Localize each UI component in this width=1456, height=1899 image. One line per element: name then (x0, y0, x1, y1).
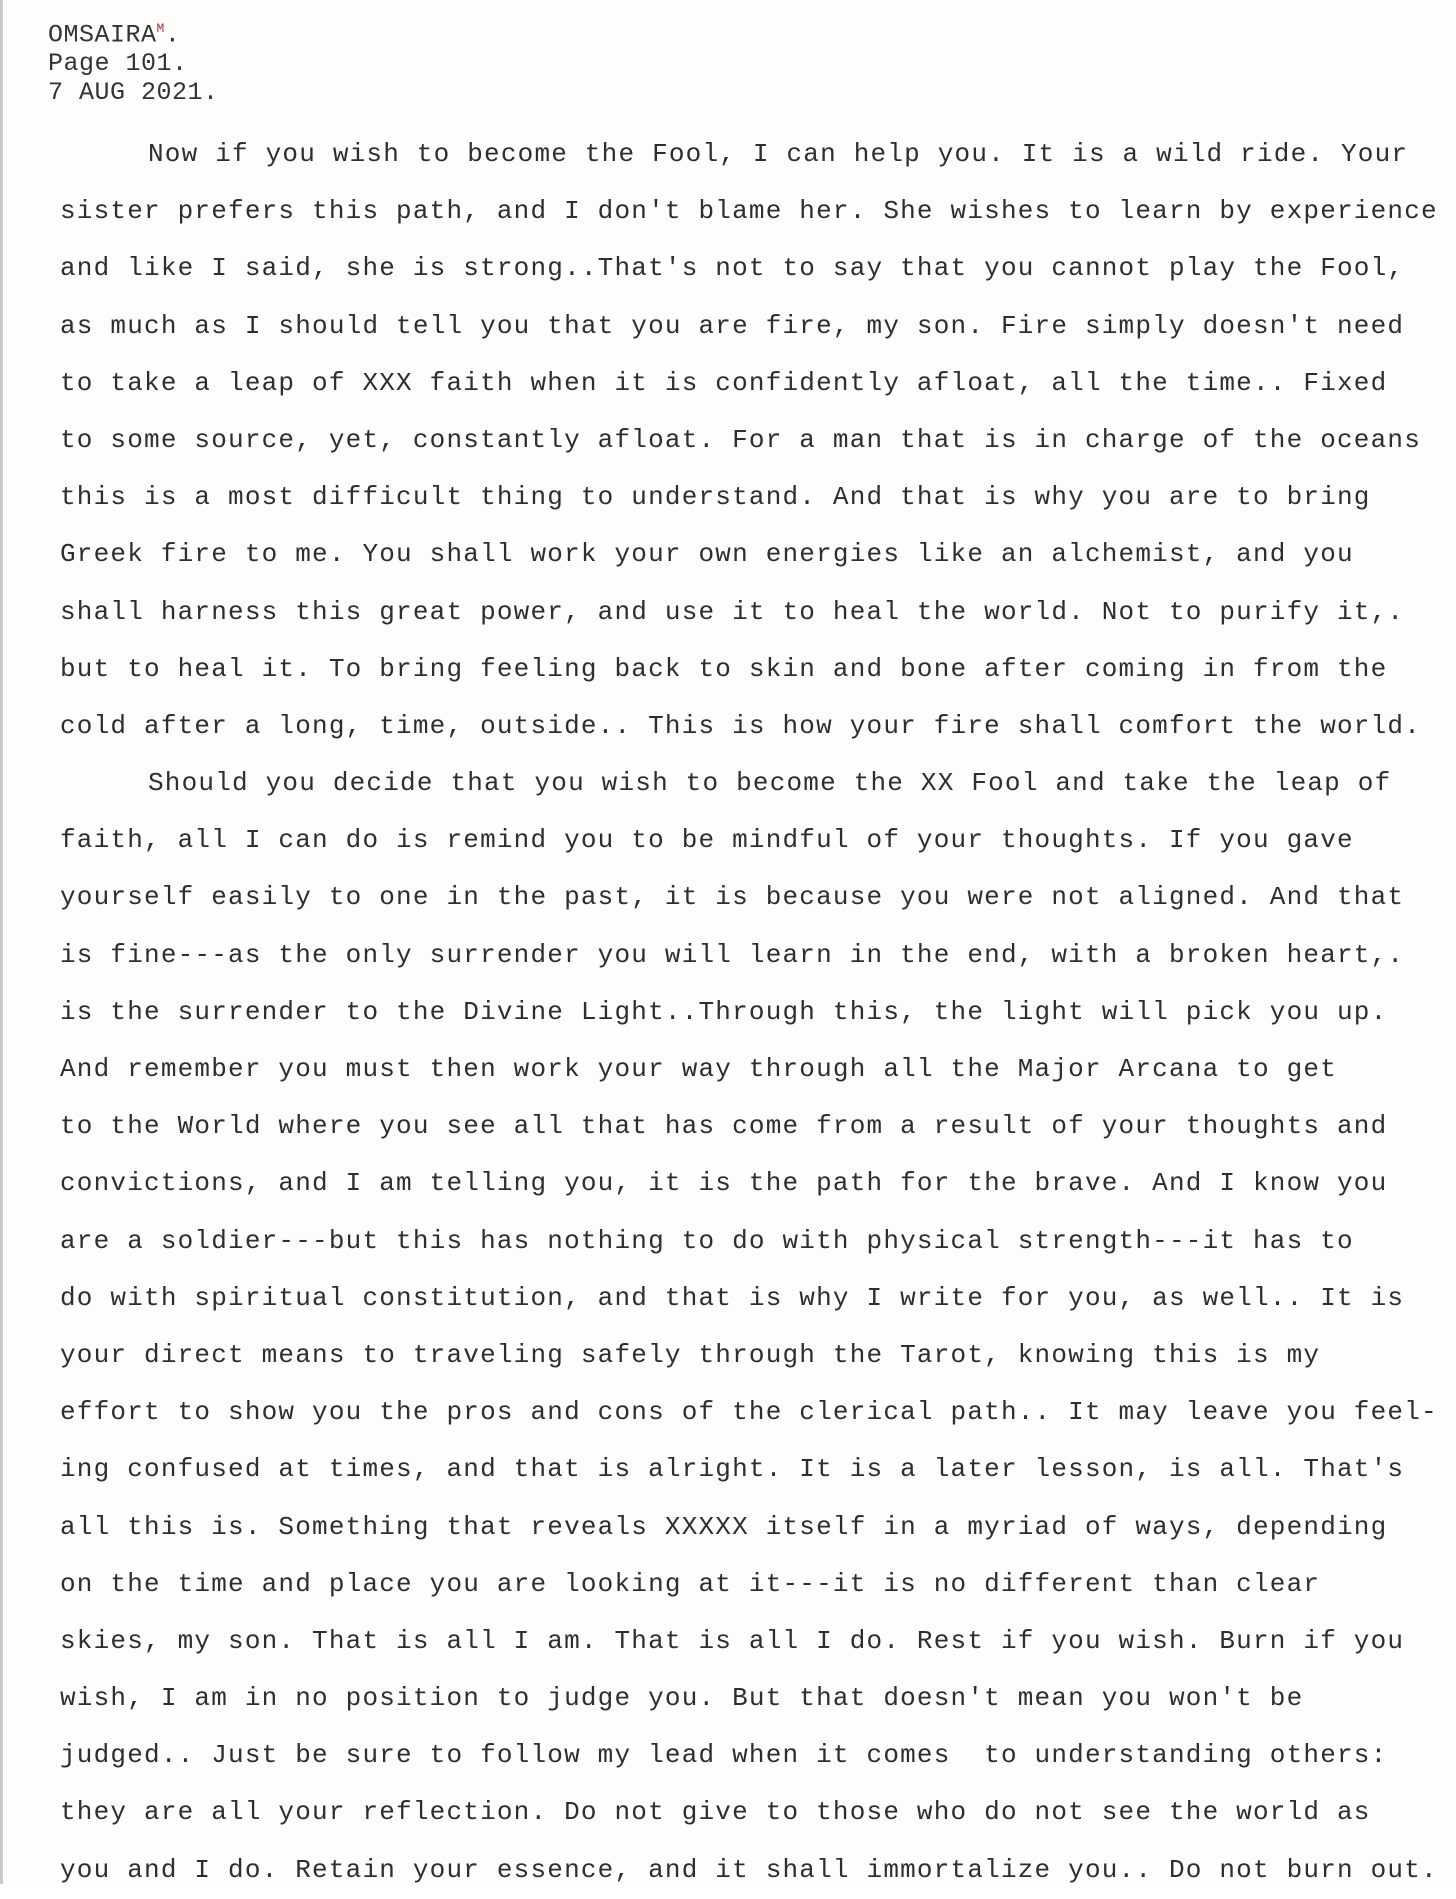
body-line-31: you and I do. Retain your essence, and it shall immortalize you.. Do not burn out. (60, 1854, 1438, 1885)
body-line-1: Now if you wish to become the Fool, I can help you. It is a wild ride. Your (148, 139, 1409, 169)
body-line-29: judged.. Just be sure to follow my lead when it comes to understanding others: (60, 1740, 1388, 1771)
body-line-25: all this is. Something that reveals XXXXX itself in a myriad of ways, depending (60, 1511, 1388, 1542)
body-line-4: as much as I should tell you that you are fire, my son. Fire simply doesn't need (60, 310, 1405, 341)
body-line-7: this is a most difficult thing to understand. And that is why you are to bring (60, 482, 1371, 513)
body-line-17: And remember you must then work your way through all the Major Arcana to get (60, 1054, 1337, 1084)
body-line-12: Should you decide that you wish to become the XX Fool and take the leap of (148, 768, 1392, 799)
body-line-22: your direct means to traveling safely through the Tarot, knowing this is my (60, 1339, 1321, 1370)
body-line-11: cold after a long, time, outside.. This is how your fire shall comfort the world. (60, 710, 1422, 741)
body-line-15: is fine---as the only surrender you will learn in the end, with a broken heart,. (60, 939, 1405, 970)
body-line-13: faith, all I can do is remind you to be mindful of your thoughts. If you gave (60, 825, 1354, 856)
body-line-20: are a soldier---but this has nothing to do with physical strength---it has to (60, 1225, 1354, 1256)
body-line-23: effort to show you the pros and cons of the clerical path.. It may leave you feel- (60, 1397, 1438, 1428)
body-line-26: on the time and place you are looking at it---it is no different than clear (60, 1568, 1321, 1599)
body-line-21: do with spiritual constitution, and that is why I write for you, as well.. It is (60, 1282, 1405, 1313)
body-line-6: to some source, yet, constantly afloat. For a man that is in charge of the oceans (60, 424, 1422, 455)
page-header (48, 14, 219, 107)
body-line-18: to the World where you see all that has come from a result of your thoughts and (60, 1111, 1388, 1142)
author-line (48, 14, 219, 49)
author-suffix: . (164, 20, 181, 50)
body-line-2: sister prefers this path, and I don't blame her. She wishes to learn by experience (60, 196, 1438, 227)
body-line-24: ing confused at times, and that is alright. It is a later lesson, is all. That's (60, 1454, 1405, 1485)
body-line-10: but to heal it. To bring feeling back to skin and bone after coming in from the (60, 653, 1388, 684)
body-line-16: is the surrender to the Divine Light..Through this, the light will pick you up. (60, 996, 1388, 1027)
body-line-9: shall harness this great power, and use it to heal the world. Not to purify it,. (60, 596, 1405, 627)
body-line-14: yourself easily to one in the past, it is because you were not aligned. And that (60, 882, 1405, 913)
body-line-8: Greek fire to me. You shall work your own energies like an alchemist, and you (60, 539, 1354, 570)
page-date: 7 AUG 2021. (48, 78, 219, 108)
body-line-30: they are all your reflection. Do not give to those who do not see the world as (60, 1797, 1371, 1828)
author-name: OMSAIRA (48, 20, 157, 50)
body-line-5: to take a leap of XXX faith when it is confidently afloat, all the time.. Fixed (60, 367, 1388, 398)
body-line-27: skies, my son. That is all I am. That is all I do. Rest if you wish. Burn if you (60, 1625, 1405, 1656)
body-line-28: wish, I am in no position to judge you. But that doesn't mean you won't be (60, 1683, 1304, 1714)
page-number: Page 101. (48, 49, 188, 79)
body-line-19: convictions, and I am telling you, it is the path for the brave. And I know you (60, 1168, 1388, 1199)
author-annotation: M (156, 21, 165, 36)
body-line-3: and like I said, she is strong..That's not to say that you cannot play the Fool, (60, 253, 1405, 284)
body-text (60, 126, 1456, 1899)
